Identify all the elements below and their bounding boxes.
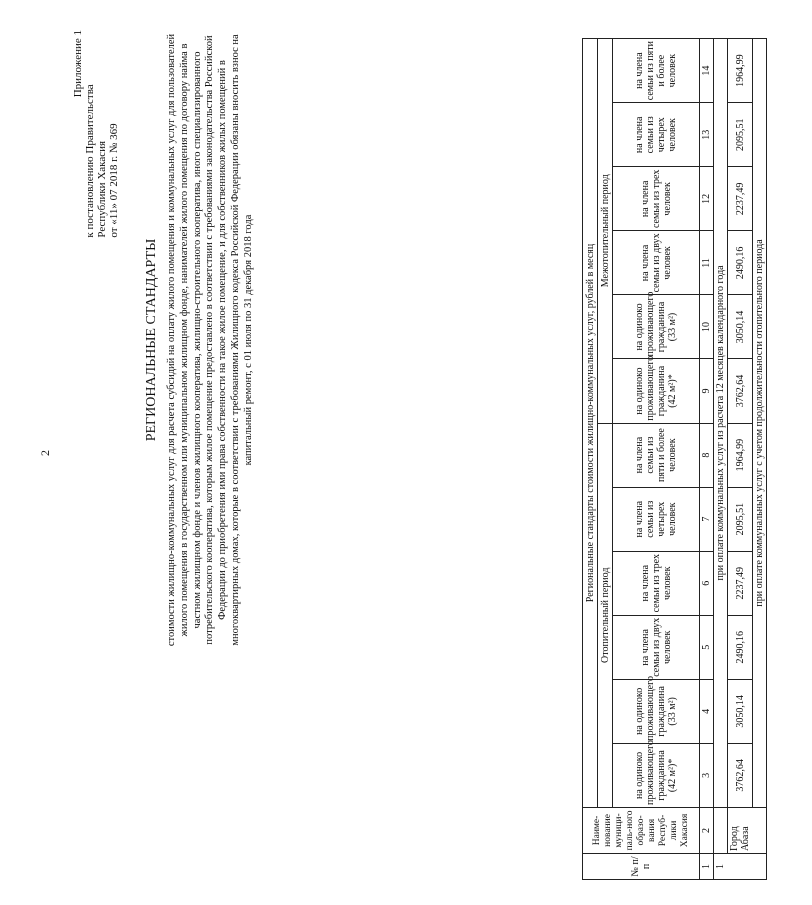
subcol-family-2: на члена семьи из двух человек [613,615,700,679]
header-municipality: Наиме-нование муници-паль-ного образо-вания Респуб-лики Хакасия [583,807,700,853]
subcol-family-2: на члена семьи из двух человек [613,231,700,295]
document-title: РЕГИОНАЛЬНЫЕ СТАНДАРТЫ [144,238,159,442]
document-subtitle: стоимости жилищно-коммунальных услуг для расчета субсидий на оплату жилого помещения и коммунальных услуг для пользователей жилого помещения в государственном или муниципальном жилищном фонде, нанимателей жилого помещения по договору найма в частном жилищном фонде и членов жилищного кооператива, жилищно-строительного кооператива, иного специализированного потребительского кооператива, которым жилое помещение предоставлено в соответствии с требованиями законодательства Российской Федерации до приобретения ими права собственности на такое жилое помещение, и для собственников жилых помещений в многоквартирных домах, которые в соответствии с требованиями Жилищного кодекса Российской Федерации обязаны вносить взнос на капитальный ремонт, с 01 июля по 31 декабря 2018 года [166,33,254,647]
section-12-months: при оплате коммунальных услуг из расчета 12 месяцев календарного года [714,39,728,808]
appendix-line-3: Республики Хакасия [96,140,108,238]
column-number: 11 [700,231,714,295]
table-cell: 2095,51 [728,103,753,167]
subcol-single-42: на одиноко проживающего гражданина (42 м²)* [613,743,700,807]
subcol-single-42: на одиноко проживающего гражданина (42 м²)* [613,359,700,423]
subcol-family-3: на члена семьи из трех человек [613,551,700,615]
header-interheating-period: Межотопительный период [598,39,613,424]
subcol-family-3: на члена семьи из трех человек [613,167,700,231]
header-group: Региональные стандарты стоимости жилищно-коммунальных услуг, рублей в месяц [583,39,598,808]
header-heating-period: Отопительный период [598,423,613,807]
table-cell: 3050,14 [728,679,753,743]
table-cell: 3050,14 [728,295,753,359]
table-cell: 1964,99 [728,39,753,103]
appendix-line-4: от «11» 07 2018 г. № 369 [108,123,120,238]
column-number: 2 [700,807,714,853]
subcol-family-4: на члена семьи из четырех человек [613,103,700,167]
table-cell: 3762,64 [728,359,753,423]
column-number: 1 [700,853,714,879]
table-cell: 1964,99 [728,423,753,487]
appendix-line-2: к постановлению Правительства [84,84,96,238]
column-number: 3 [700,743,714,807]
table-cell: 3762,64 [728,743,753,807]
subcol-family-4: на члена семьи из четырех человек [613,487,700,551]
subcol-single-33: на одиноко проживающего гражданина (33 м²) [613,295,700,359]
column-number: 10 [700,295,714,359]
column-number: 7 [700,487,714,551]
column-number: 5 [700,615,714,679]
table-cell: 2237,49 [728,551,753,615]
column-number: 13 [700,103,714,167]
subcol-family-5plus: на члена семьи из пяти и более человек [613,423,700,487]
subcol-single-33: на одиноко проживающего гражданина (33 м²) [613,679,700,743]
subcol-family-5plus: на члена семьи из пяти и более человек [613,39,700,103]
column-number: 9 [700,359,714,423]
table-cell: 2490,16 [728,231,753,295]
column-number: 6 [700,551,714,615]
section-spacer [714,807,728,853]
appendix-block [72,20,120,660]
municipality-name: Город Абаза [728,807,767,853]
column-number: 4 [700,679,714,743]
table-cell: 2490,16 [728,615,753,679]
page-number: 2 [38,450,52,456]
column-number: 12 [700,167,714,231]
row-number: 1 [714,853,767,879]
header-no: № п/п [583,853,700,879]
appendix-line-1: Приложение 1 [72,30,84,98]
table-cell: 2237,49 [728,167,753,231]
standards-table [582,38,812,880]
table-cell: 2095,51 [728,487,753,551]
section-heating-only: при оплате коммунальных услуг с учетом продолжительности отопительного периода [753,39,767,808]
column-number: 8 [700,423,714,487]
column-number: 14 [700,39,714,103]
